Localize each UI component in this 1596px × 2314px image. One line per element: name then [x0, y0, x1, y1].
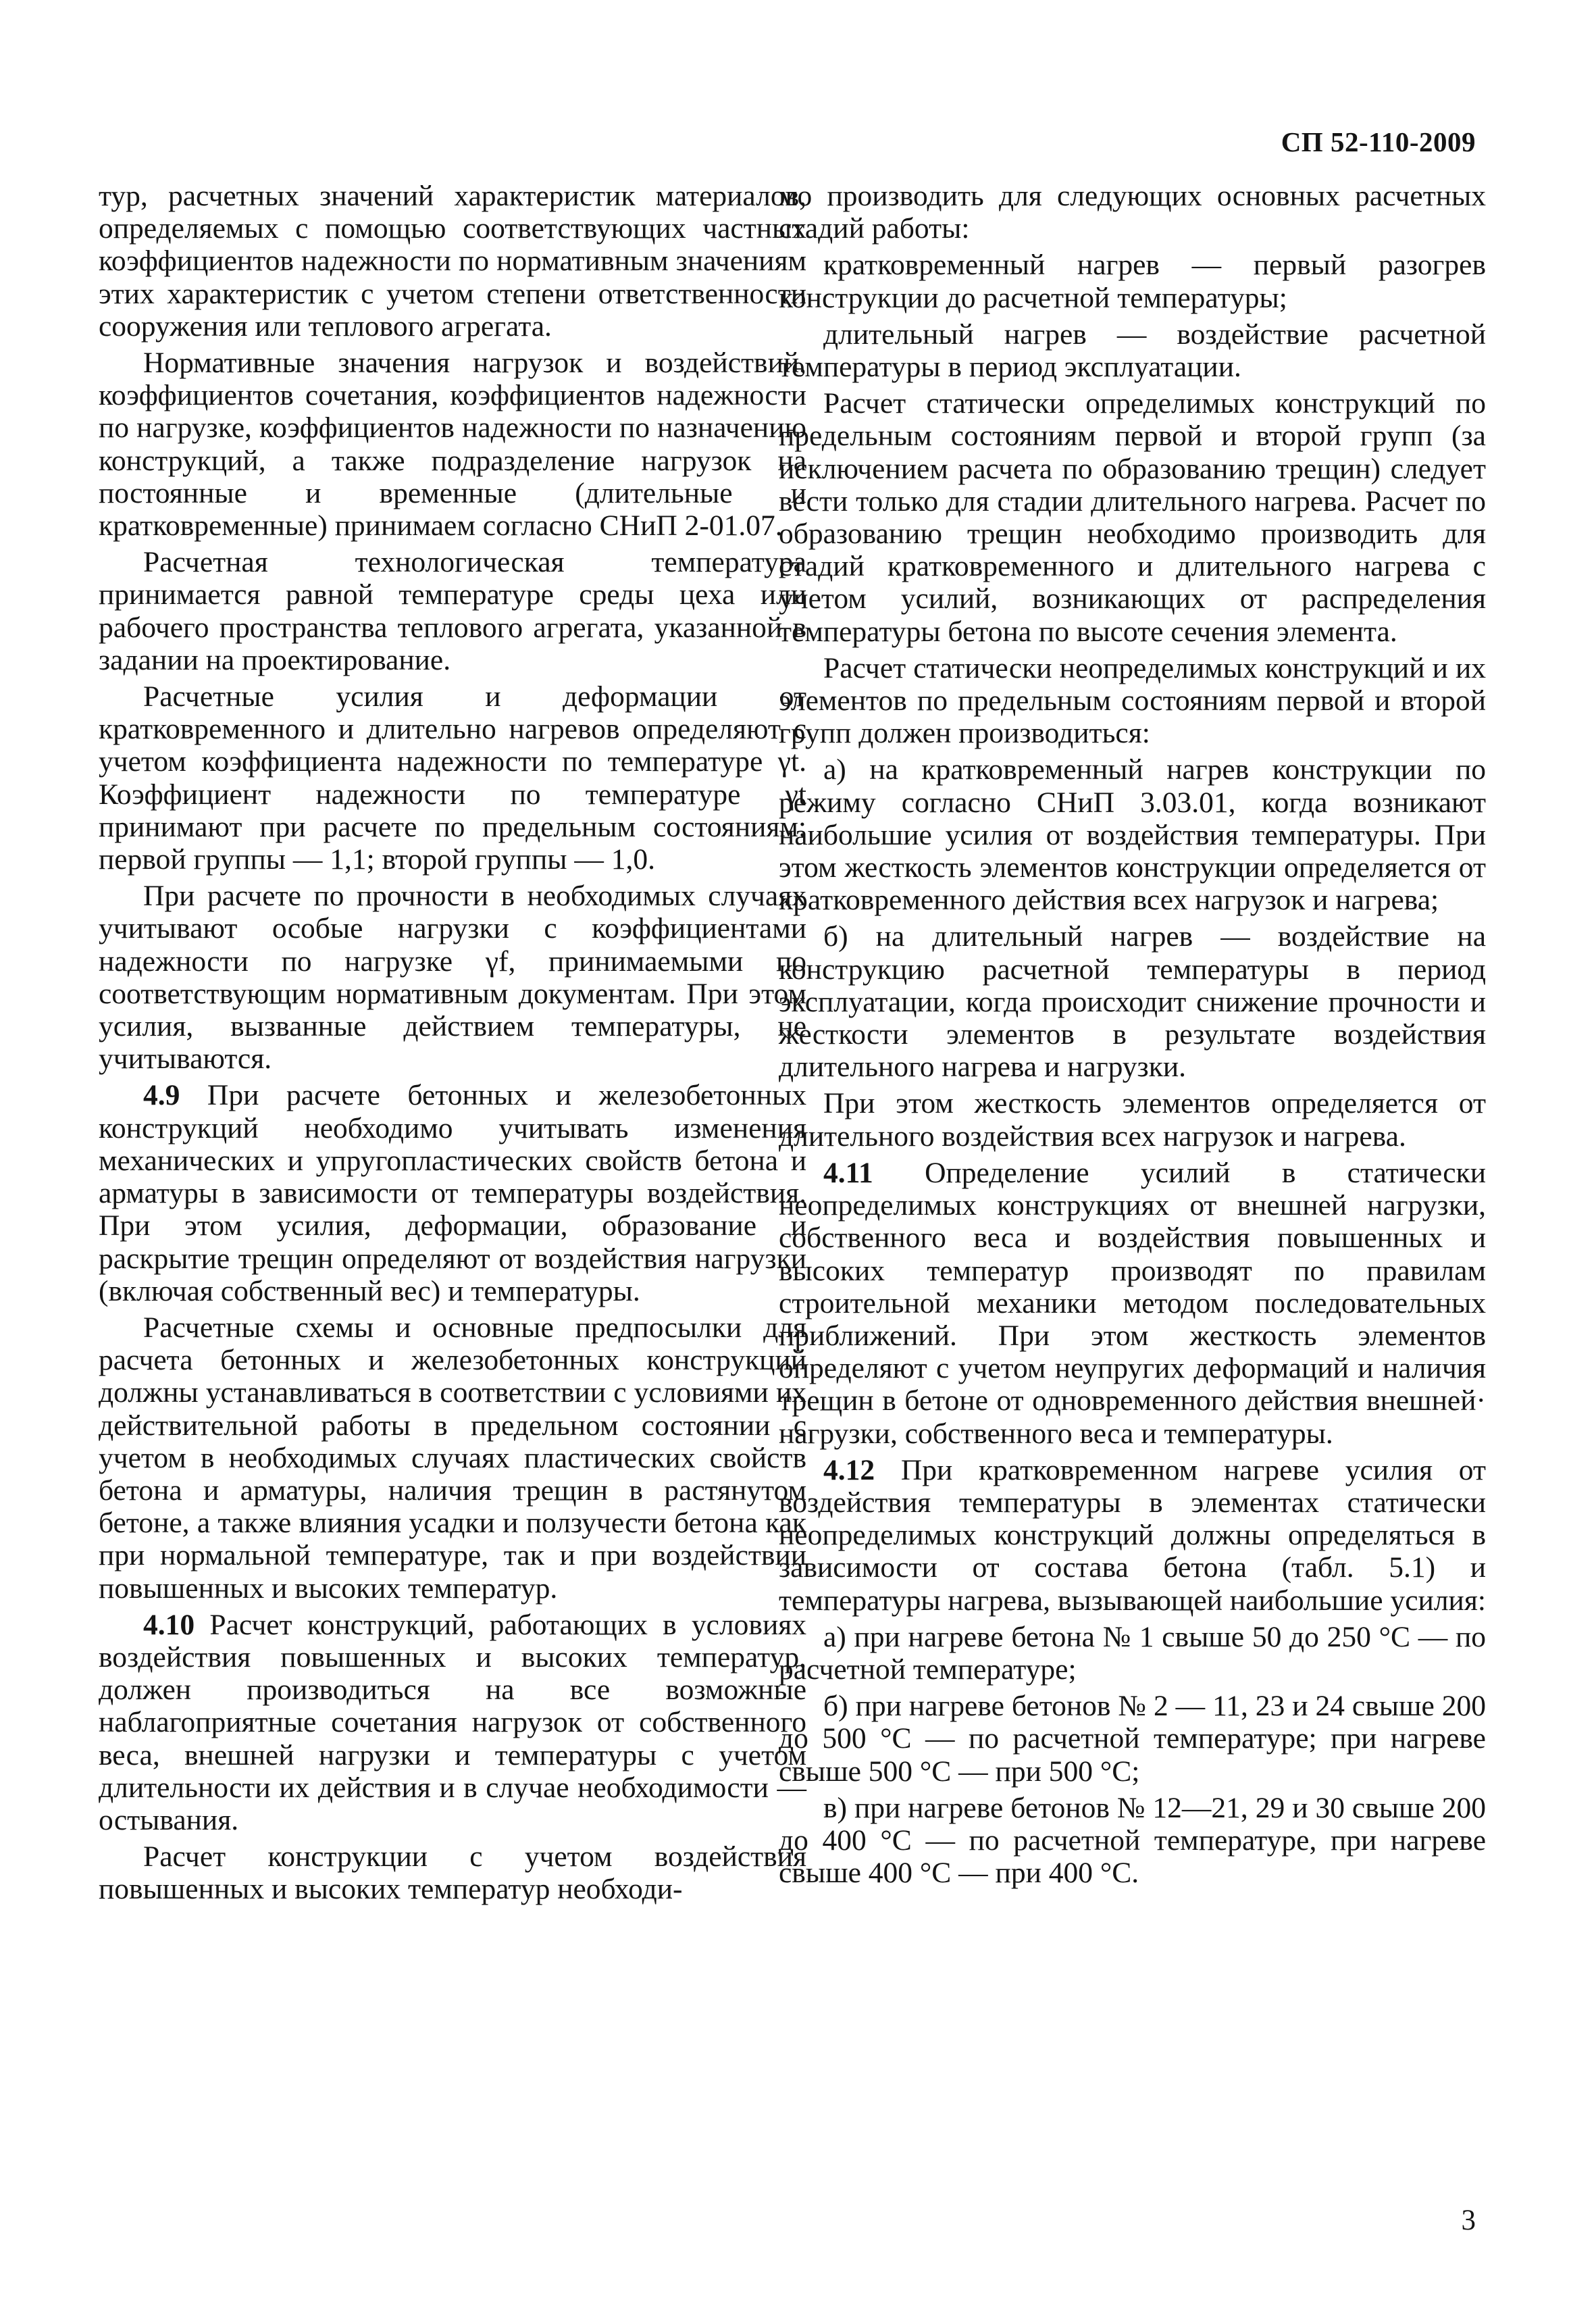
list-item: а) на кратковременный нагрев конструкции по режиму согласно СНиП 3.03.01, когда возникают наибольшие усилия от воздействия температуры. При этом жесткость элементов конструкции определяется от кратковременного действия всех нагрузок и нагрева; — [779, 753, 1486, 917]
section-number: 4.11 — [823, 1156, 873, 1189]
paragraph-text: Определение усилий в статически неопределимых конструкциях от внешней нагрузки, собственного веса и воздействия повышенных и высоких температур производят по правилам строительной механики методом последовательных приближений. При этом жесткость элементов определяют с учетом неупругих деформаций и наличия трещин в бетоне от одновременного действия внешней· нагрузки, собственного веса и температуры. — [779, 1156, 1486, 1450]
document-code: СП 52-110-2009 — [1281, 126, 1476, 157]
paragraph: Расчетные усилия и деформации от кратковременного и длительно нагревов определяют с учетом коэффициента надежности по температуре γt. Коэффициент надежности по температуре γt принимают при расчете по предельным состояниям: первой группы — 1,1; второй группы — 1,0. — [99, 680, 806, 876]
paragraph: Расчетная технологическая температура принимается равной температуре среды цеха или рабочего пространства теплового агрегата, указанной в задании на проектирование. — [99, 546, 806, 676]
paragraph-text: Расчет конструкций, работающих в условиях воздействия повышенных и высоких температур, должен производиться на все возможные наблагоприятные сочетания нагрузок от собственного веса, внешней нагрузки и температуры с учетом длительности их действия и в случае необходимости — остывания. — [99, 1608, 806, 1836]
right-column — [779, 180, 1486, 1893]
paragraph-text: При кратковременном нагреве усилия от воздействия температуры в элементах статически неопределимых конструкций должны определяться в зависимости от состава бетона (табл. 5.1) и температуры нагрева, вызывающей наибольшие усилия: — [779, 1453, 1486, 1617]
paragraph: При этом жесткость элементов определяется от длительного воздействия всех нагрузок и нагрева. — [779, 1087, 1486, 1153]
list-item: а) при нагреве бетона № 1 свыше 50 до 250 °С — по расчетной температуре; — [779, 1620, 1486, 1686]
section-paragraph-4-9 — [99, 1079, 806, 1307]
section-paragraph-4-11 — [779, 1157, 1486, 1450]
section-number: 4.9 — [143, 1079, 180, 1112]
section-paragraph-4-10 — [99, 1609, 806, 1836]
paragraph-text: При расчете бетонных и железобетонных конструкций необходимо учитывать изменения механических и упругопластических свойств бетона и арматуры в зависимости от температуры воздействия. При этом усилия, деформации, образование и раскрытие трещин определяют от воздействия нагрузки (включая собственный вес) и температуры. — [99, 1079, 806, 1307]
page-number: 3 — [1461, 2205, 1476, 2236]
section-number: 4.12 — [823, 1453, 875, 1486]
list-item: б) при нагреве бетонов № 2 — 11, 23 и 24 свыше 200 до 500 °С — по расчетной температуре; при нагреве свыше 500 °С — при 500 °С; — [779, 1690, 1486, 1788]
paragraph: Расчет статически определимых конструкций по предельным состояниям первой и второй групп (за исключением расчета по образованию трещин) следует вести только для стадии длительного нагрева. Расчет по образованию трещин необходимо производить для стадий кратковременного и длительного нагрева с учетом усилий, возникающих от распределения температуры бетона по высоте сечения элемента. — [779, 387, 1486, 648]
paragraph: При расчете по прочности в необходимых случаях учитывают особые нагрузки с коэффициентами надежности по нагрузке γf, принимаемыми по соответствующим нормативным документам. При этом усилия, вызванные действием температуры, не учитываются. — [99, 880, 806, 1076]
paragraph: Расчет конструкции с учетом воздействия повышенных и высоких температур необходи- — [99, 1840, 806, 1906]
section-paragraph-4-12 — [779, 1454, 1486, 1617]
section-number: 4.10 — [143, 1608, 195, 1641]
list-item: в) при нагреве бетонов № 12—21, 29 и 30 свыше 200 до 400 °С — по расчетной температуре, при нагреве свыше 400 °С — при 400 °С. — [779, 1791, 1486, 1890]
paragraph: тур, расчетных значений характеристик материалов, определяемых с помощью соответствующих частных коэффициентов надежности по нормативным значениям этих характеристик с учетом степени ответственности сооружения или теплового агрегата. — [99, 180, 806, 343]
paragraph: длительный нагрев — воздействие расчетной температуры в период эксплуатации. — [779, 318, 1486, 384]
paragraph: мо производить для следующих основных расчетных стадий работы: — [779, 180, 1486, 245]
left-column — [99, 180, 806, 1910]
paragraph: Нормативные значения нагрузок и воздействий, коэффициентов сочетания, коэффициентов надежности по нагрузке, коэффициентов надежности по назначению конструкций, а также подразделение нагрузок на постоянные и временные (длительные и кратковременные) принимаем согласно СНиП 2-01.07. — [99, 347, 806, 543]
list-item: б) на длительный нагрев — воздействие на конструкцию расчетной температуры в период эксплуатации, когда происходит снижение прочности и жесткости элементов в результате воздействия длительного нагрева и нагрузки. — [779, 920, 1486, 1084]
paragraph: Расчет статически неопределимых конструкций и их элементов по предельным состояниям первой и второй групп должен производиться: — [779, 651, 1486, 750]
paragraph: кратковременный нагрев — первый разогрев конструкции до расчетной температуры; — [779, 249, 1486, 314]
paragraph: Расчетные схемы и основные предпосылки для расчета бетонных и железобетонных конструкций должны устанавливаться в соответствии с условиями их действительной работы в предельном состоянии с учетом в необходимых случаях пластических свойств бетона и арматуры, наличия трещин в растянутом бетоне, а также влияния усадки и ползучести бетона как при нормальной температуре, так и при воздействии повышенных и высоких температур. — [99, 1311, 806, 1605]
